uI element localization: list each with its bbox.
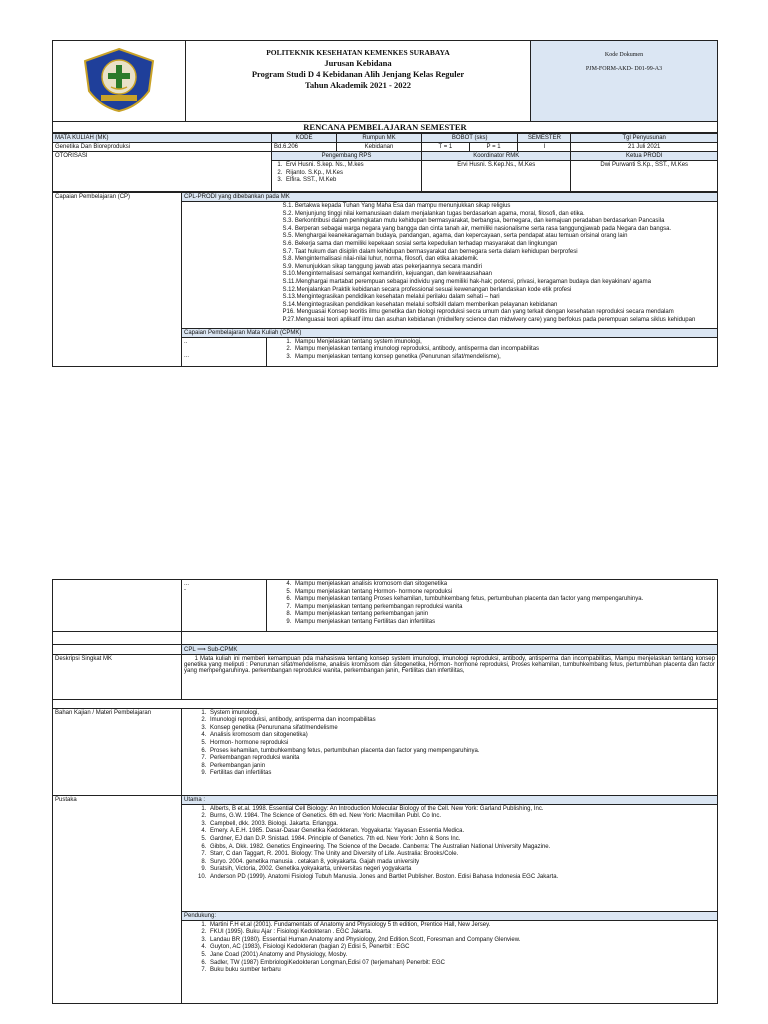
rps-page-2	[52, 579, 718, 1004]
developer-item: 3. Elfira. SST., M.Keb	[284, 177, 419, 185]
bobot-t: T = 1	[422, 143, 470, 152]
poltekkes-logo-icon	[81, 47, 157, 113]
cpl-item: P.27.Menguasai teori aplikatif ilmu dan asuhan kebidanan (midwifery science dan midwivery care) yang berfokus pada perempuan selama siklus kehidupan	[282, 316, 696, 323]
cpmk-item: 3. Mampu menjelaskan tentang konsep genetika (Penurunan sifat/mendelisme),	[293, 354, 715, 362]
developer-list	[272, 161, 422, 192]
cp-table	[52, 192, 718, 367]
dev-label: Pengembang RPS	[272, 152, 422, 161]
otorisasi-label: OTORISASI	[53, 152, 272, 192]
deskripsi-num: 1	[194, 655, 198, 662]
cpmk-dash-cell	[182, 337, 267, 366]
cpmk-dash: -	[184, 587, 186, 593]
cpmk-cont-label	[53, 580, 182, 632]
pustaka-utama-item: 3. Campbell, dkk. 2003. Biologi. Jakarta. Erlangga.	[208, 821, 715, 829]
department-name: Jurusan Kebidana	[324, 58, 392, 68]
cpmk-item: 1. Mampu Menjelaskan tentang system imunologi,	[293, 339, 715, 347]
bahan-list-cell	[182, 708, 718, 795]
cpmk-item: 4. Mampu menjelaskan analisis kromosom dan sitogenetika	[293, 581, 715, 589]
subcpmk-empty	[182, 631, 718, 644]
pustaka-pendukung-item: 5. Jane Coad (2001) Anatomy and Physiology, Mosby.	[208, 952, 715, 960]
cpl-item: S.14.Mengintegrasikan pendidikan kesehatan melalui softskill dalam memberikan pelayanan kebidanan	[282, 301, 558, 308]
cpmk-list-p1	[267, 337, 718, 366]
cpl-item: S.10.Menginternalisasi semangat kemandirin, kejuangan, dan kewiraausahaan	[282, 271, 492, 278]
cpmk-list-p2	[267, 580, 718, 632]
developer-item: 2. Rijanto. S.Kp., M.Kes	[284, 170, 419, 178]
pustaka-utama-item: 4. Emery. A.E.H. 1985. Dasar-Dasar Genetika Kedokteran. Yogyakarta: Yayasan Essentia Medica.	[208, 828, 715, 836]
academic-year: Tahun Akademik 2021 - 2022	[305, 80, 411, 90]
bahan-item: 6. Proses kehamilan, tumbuhkembang fetus, pertumbuhan placenta dan factor yang mempengaruhinya.	[208, 748, 715, 756]
program-name: Program Studi D 4 Kebidanan Alih Jenjang Kelas Reguler	[251, 69, 465, 79]
bahan-item: 5. Hormon- hormone reproduksi	[208, 740, 715, 748]
col-header-bobot: BOBOT (sks)	[422, 134, 518, 143]
col-header-semester: SEMESTER	[518, 134, 571, 143]
doc-code-box	[531, 41, 718, 122]
cp-label: Capaian Pembelajaran (CP)	[53, 193, 182, 367]
pustaka-pendukung-item: 4. Guyton, AC (1983), Fisiologi Kedokteran (bagian 2) Edisi 5, Penerbit : EGC	[208, 944, 715, 952]
rps-title: RENCANA PEMBELAJARAN SEMESTER	[53, 122, 718, 133]
cpmk-label: Capaian Pembelajaran Mata Kuliah (CPMK)	[182, 328, 718, 337]
pustaka-pendukung-item: 6. Sadler, TW (1987) EmbriologiKedokteran Longman,Edisi 07 (terjemahan) Penerbit: EGC	[208, 960, 715, 968]
pustaka-label: Pustaka	[53, 795, 182, 1003]
doc-code-label: Kode Dokumen	[604, 52, 644, 58]
subcpmk-spacer	[53, 631, 182, 644]
bobot-p: P = 1	[469, 143, 518, 152]
cpmk-dash-cell	[182, 580, 267, 632]
cpl-item: S.9. Menunjukkan sikap tanggung jawab atas pekerjaannya secara mandiri	[282, 263, 482, 270]
pustaka-pendukung-item: 3. Landau BR (1980). Essential Human Anatomy and Physiology, 2nd Edition.Scott, Foresman and Company Glenview.	[208, 937, 715, 945]
subcpmk-label: CPL ⟹ Sub-CPMK	[182, 644, 718, 654]
cpmk-dash: ...	[184, 352, 190, 359]
cpmk-item: 8. Mampu menjelaskan tentang perkembangan janin	[293, 611, 715, 619]
head-label: Ketua PRODI	[571, 152, 718, 161]
cpl-item: S.1. Bertakwa kepada Tuhan Yang Maha Esa dan mampu menunjukkan sikap religius	[282, 203, 511, 209]
col-header-mk: MATA KULIAH (MK)	[53, 134, 272, 143]
deskripsi-text: Mata kuliah ini memberi kemampuan pda mahasiswa tentang konsep system imunologi, imunologi reproduksi, antibody, antisperma dan incompabilitas, Mampu menjelaskan tentang konsep genetika yang meliputi : Penurunan sifat/mendelisme, analisis kromosom dan sitogenetika, Hormon- hormone reproduksi, Proses kehamilan, tumbuhkembang fetus, pertumbuhan placenta dan factor yang mempengaruhinya. perkembangan reproduksi wanita, perkembangan janin, Fertilitas dan infertilitas,	[184, 655, 715, 674]
cpl-item: S.8. Menginternalisasi nilai-nilai luhur, norma, filosofi, dan etika akademik.	[282, 256, 479, 263]
pustaka-utama-list	[182, 804, 718, 911]
rps-page-1	[52, 40, 718, 367]
cpl-item: S.4. Berperan sebagai warga negara yang bangga dan cinta tanah air, memiliki nasionalisme serta rasa tanggungjawab pada Negara dan bangsa.	[282, 225, 672, 232]
bahan-item: 4. Analisis kromosom dan sitogenetika)	[208, 732, 715, 740]
cpmk-item: 2. Mampu menjelaskan tentang imunologi reproduksi, antibody, antisperma dan incompabilitas	[293, 346, 715, 354]
pustaka-utama-item: 10. Anderson PD (1999). Anatomi Fisiologi Tubuh Manusia. Jones and Bartlet Publisher. Boston. Edisi Bahasa Indonesia EGC Jakarta.	[208, 874, 715, 882]
logo-cell	[53, 41, 186, 122]
cpmk-dash: ..	[184, 338, 188, 345]
bahan-label: Bahan Kajian / Materi Pembelajaran	[53, 708, 182, 795]
cpl-item: S.2. Menjunjung tinggi nilai kemanusiaan dalam menjalankan tugas berdasarkan agama, moral, filosofi, dan etika.	[282, 210, 585, 217]
pustaka-pendukung-label: Pendukung:	[182, 911, 718, 920]
head-name: Dwi Purwanti S.Kp., SST., M.Kes	[571, 161, 718, 192]
pustaka-utama-label: Utama :	[182, 795, 718, 804]
cpmk-item: 5. Mampu menjelaskan tentang Hormon- hormone reproduksi	[293, 589, 715, 597]
course-code: Bd.6.206	[272, 143, 337, 152]
pustaka-pendukung-item: 1. Martini F.H et.al (2001). Fundamentals of Anatomy and Physiology 5 th edition, Prentice Hall, New Jersey.	[208, 922, 715, 930]
course-date: 21 Juli 2021	[571, 143, 718, 152]
deskripsi-text-cell	[182, 654, 718, 699]
cpl-spacer	[182, 202, 267, 329]
pustaka-utama-item: 1. Alberts, B et.al. 1998. Essential Cell Biology: An Introduction Molecular Biology of the Cell. New York: Garland Publishing, Inc.	[208, 806, 715, 814]
cpl-item: S.12.Menjalankan Praktik kebidanan secara professional sesuai kewenangan berlandaskan kode etik profesi	[282, 286, 572, 293]
cpl-item: S.5. Menghargai keanekaragaman budaya, pandangan, agama, dan kepercayaan, serta pendapat atau temuan orisinal orang lain	[282, 233, 628, 240]
deskripsi-label: Deskripsi Singkat MK	[53, 654, 182, 699]
cpmk-dash: ...	[184, 581, 190, 587]
course-table	[52, 133, 718, 192]
col-header-rumpun: Rumpun MK	[337, 134, 422, 143]
cpmk-cont-table	[52, 579, 718, 1004]
bahan-item: 3. Konsep genetika (Penurunana sifat/mendelisme	[208, 725, 715, 733]
cpmk-item: 9. Mampu menjelaskan tentang Fertilitas dan infertilitas	[293, 619, 715, 627]
bahan-item: 1. System imunologi,	[208, 710, 715, 718]
cpl-item: P16. Menguasai Konsep teoritis ilmu genetika dan biologi reproduksi secra umum dan yang terkait dengan kesehatan reproduksi secara mendalam	[282, 309, 674, 316]
col-header-date: Tgl Penyusunan	[571, 134, 718, 143]
course-name: Genetika Dan Bioreproduksi	[53, 143, 272, 152]
bahan-item: 9. Fertilitas dan infertilitas	[208, 770, 715, 778]
col-header-kode: KODE	[272, 134, 337, 143]
coord-label: Koordinator RMK	[422, 152, 571, 161]
course-rumpun: Kebidanan	[337, 143, 422, 152]
pustaka-utama-item: 9. Suratsih, Victoria, 2002. Genetika.yokyakarta, universitas negeri yogyakarta	[208, 866, 715, 874]
cpl-item: S.13.Mengintegrasikan pendidikan kesehatan melalui perilaku dalam sehati – hari	[282, 294, 500, 301]
cpmk-item: 7. Mampu menjelaskan tentang perkembangan reproduksi wanita	[293, 604, 715, 612]
cpl-item: S.6. Bekerja sama dan memiliki kepekaan sosial serta kepedulian terhadap masyarakat dan lingkungan	[282, 240, 558, 247]
course-semester: I	[518, 143, 571, 152]
bahan-item: 8. Perkembangan janin	[208, 763, 715, 771]
pustaka-pendukung-item: 7. Buku buku sumber terbaru	[208, 967, 715, 975]
doc-code-value: PJM-FORM-AKD- D01-99-A3	[585, 66, 663, 72]
institution-name: POLITEKNIK KESEHATAN KEMENKES SURABAYA	[266, 48, 450, 57]
cpl-list	[267, 202, 718, 329]
coordinator-name: Ervi Husni. S.Kep.Ns., M.Kes	[422, 161, 571, 192]
pustaka-utama-item: 8. Suryo. 2004. genetika manusia . cetakan 8, yokyakarta. Gajah mada university	[208, 859, 715, 867]
cpl-subtitle: CPL-PRODI yang dibebankan pada MK	[182, 193, 718, 202]
bahan-item: 7. Perkembangan reproduksi wanita	[208, 755, 715, 763]
pustaka-utama-item: 7. Starr, C dan Taggart, R. 2001. Biology: The Unity and Diversity of Life. Australia: Brooks/Cole.	[208, 851, 715, 859]
pustaka-pendukung-list	[182, 920, 718, 1003]
cpl-item: S.3. Berkontribusi dalam peningkatan mutu kehidupan bermasyarakat, berbangsa, bernegara, dan kemajuan peradaban berdasarkan Pancasila	[282, 218, 665, 225]
pustaka-pendukung-item: 2. FKUI (1995). Buku Ajar : Fisiologi Kedokteran . EGC Jakarta.	[208, 929, 715, 937]
header-title-block	[186, 41, 531, 122]
header-table	[52, 40, 718, 133]
cpl-item: S.7. Taat hukum dan disiplin dalam kehidupan bermasyarakat dan bernegara serta dalam kehidupan berprofesi	[282, 248, 578, 255]
cpmk-item: 6. Mampu menjelaskan tentang Proses kehamilan, tumbuhkembang fetus, pertumbuhan placenta dan factor yang mempengaruhinya.	[293, 596, 715, 604]
section-gap	[53, 699, 718, 708]
bahan-item: 2. Imunologi reproduksi, antibody, antisperma dan incompabilitas	[208, 717, 715, 725]
subcpmk-left	[53, 644, 182, 654]
cpl-item: S.11.Menghargai martabat perempuan sebagai individu yang memiliki hak-hak; potensi, privasi, keragaman budaya dan keyakinan/ agama	[282, 278, 651, 285]
pustaka-utama-item: 2. Burns, G.W. 1984. The Science of Genetics. 6th ed. New York: Macmillan Publ. Co Inc.	[208, 813, 715, 821]
developer-item: 1. Ervi Husni. S.kep. Ns., M.kes	[284, 162, 419, 170]
pustaka-utama-item: 6. Gibbs, A. Dkk. 1982. Genetics Engineering. The Science of the Decade. Canberra: The Australian National University Magazine.	[208, 844, 715, 852]
pustaka-utama-item: 5. Gardner, EJ dan D.P. Snistad. 1984. Principle of Genetics. 7th ed. New York: John & Sons Inc.	[208, 836, 715, 844]
